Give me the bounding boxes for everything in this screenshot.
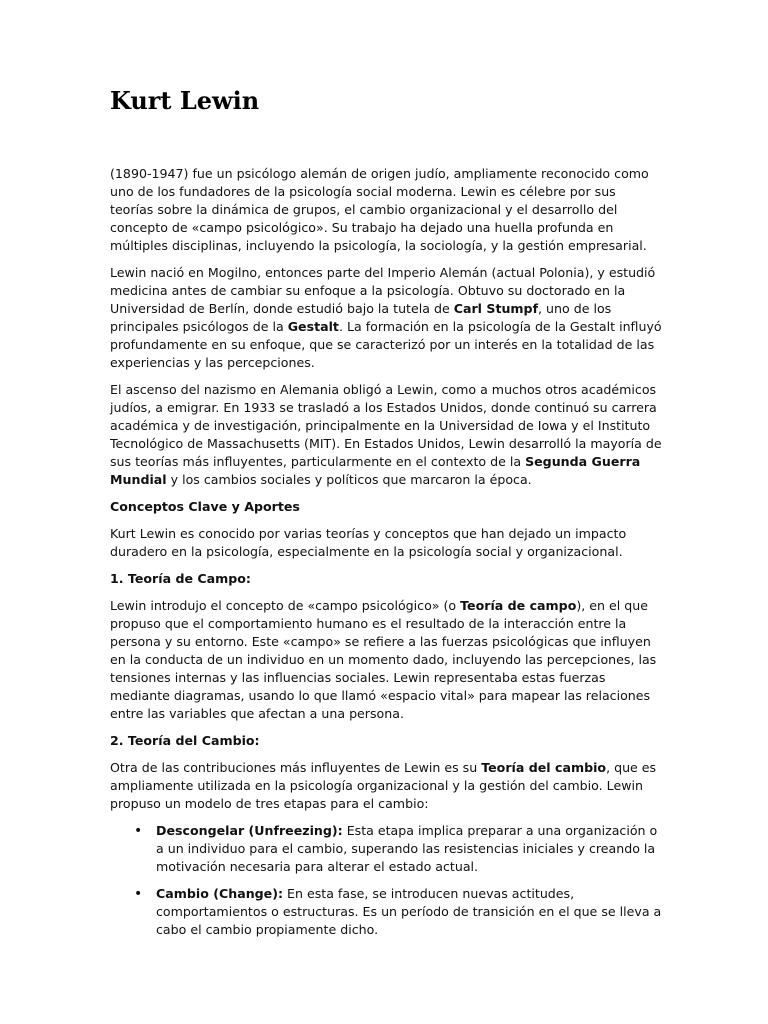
list-item-text: En esta fase, se introducen nuevas actitudes, comportamientos o estructuras. Es un período de transición en el que se lleva a cabo el cambio propiamente dicho. (156, 886, 662, 937)
heading-teoria-cambio: 2. Teoría del Cambio: (110, 733, 260, 748)
paragraph-intro: (1890-1947) fue un psicólogo alemán de origen judío, ampliamente reconocido como uno de los fundadores de la psicología social moderna. Lewin es célebre por sus teorías sobre la dinámica de grupos, el cambio organizacional y el desarrollo del concepto de «campo psicológico». Su trabajo ha dejado una huella profunda en múltiples disciplinas, incluyendo la psicología, la sociología, y la gestión empresarial. (110, 166, 649, 253)
bullet-icon: • (134, 823, 143, 839)
page-title: Kurt Lewin (110, 86, 260, 115)
document-body (110, 165, 662, 948)
paragraph-biography (110, 264, 662, 372)
bullet-list-stages (110, 822, 662, 939)
bold-carl-stumpf: Carl Stumpf (453, 301, 539, 316)
bullet-icon: • (134, 886, 143, 902)
text-run: . La formación en la psicología de la Gestalt influyó profundamente en su enfoque, que se caracterizó por un interés en la totalidad de las experiencias y las percepciones. (110, 319, 662, 370)
paragraph-teoria-cambio (110, 759, 662, 813)
bold-gestalt: Gestalt (287, 319, 339, 334)
bold-segunda-guerra: Segunda Guerra Mundial (110, 454, 641, 487)
paragraph-emigration (110, 381, 662, 489)
text-run: Otra de las contribuciones más influyentes de Lewin es su (110, 760, 482, 775)
bold-teoria-de-campo: Teoría de campo (460, 598, 577, 613)
heading-teoria-campo: 1. Teoría de Campo: (110, 571, 251, 586)
paragraph-conceptos: Kurt Lewin es conocido por varias teorías y conceptos que han dejado un impacto duradero en la psicología, especialmente en la psicología social y organizacional. (110, 526, 627, 559)
list-item-term: Descongelar (Unfreezing): (156, 823, 343, 838)
paragraph-teoria-campo (110, 597, 662, 723)
text-run: ), en el que propuso que el comportamiento humano es el resultado de la interacción entre la persona y su entorno. Este «campo» se refiere a las fuerzas psicológicas que influyen en la conducta de un individuo en un momento dado, incluyendo las percepciones, las tensiones internas y las influencias sociales. Lewin representaba estas fuerzas mediante diagramas, usando lo que llamó «espacio vital» para mapear las relaciones entre las variables que afectan a una persona. (110, 598, 657, 721)
text-run: El ascenso del nazismo en Alemania obligó a Lewin, como a muchos otros académicos judíos, a emigrar. En 1933 se trasladó a los Estados Unidos, donde continuó su carrera académica y de investigación, principalmente en la Universidad de Iowa y el Instituto Tecnológico de Massachusetts (MIT). En Estados Unidos, Lewin desarrolló la mayoría de sus teorías más influyentes, particularmente en el contexto de la (110, 382, 662, 469)
bold-teoria-del-cambio: Teoría del cambio (481, 760, 607, 775)
list-item (134, 885, 662, 939)
list-item-text: Esta etapa implica preparar a una organización o a un individuo para el cambio, superando las resistencias iniciales y creando la motivación necesaria para alterar el estado actual. (156, 823, 658, 874)
list-item (134, 822, 662, 876)
text-run: , uno de los principales psicólogos de la (110, 301, 612, 334)
text-run: Lewin nació en Mogilno, entonces parte del Imperio Alemán (actual Polonia), y estudió medicina antes de cambiar su enfoque a la psicología. Obtuvo su doctorado en la Universidad de Berlín, donde estudió bajo la tutela de (110, 265, 656, 316)
text-run: y los cambios sociales y políticos que marcaron la época. (166, 472, 532, 487)
text-run: , que es ampliamente utilizada en la psicología organizacional y la gestión del cambio. Lewin propuso un modelo de tres etapas para el cambio: (110, 760, 657, 811)
text-run: Lewin introdujo el concepto de «campo psicológico» (o (110, 598, 461, 613)
list-item-term: Cambio (Change): (156, 886, 284, 901)
heading-conceptos: Conceptos Clave y Aportes (110, 499, 300, 514)
